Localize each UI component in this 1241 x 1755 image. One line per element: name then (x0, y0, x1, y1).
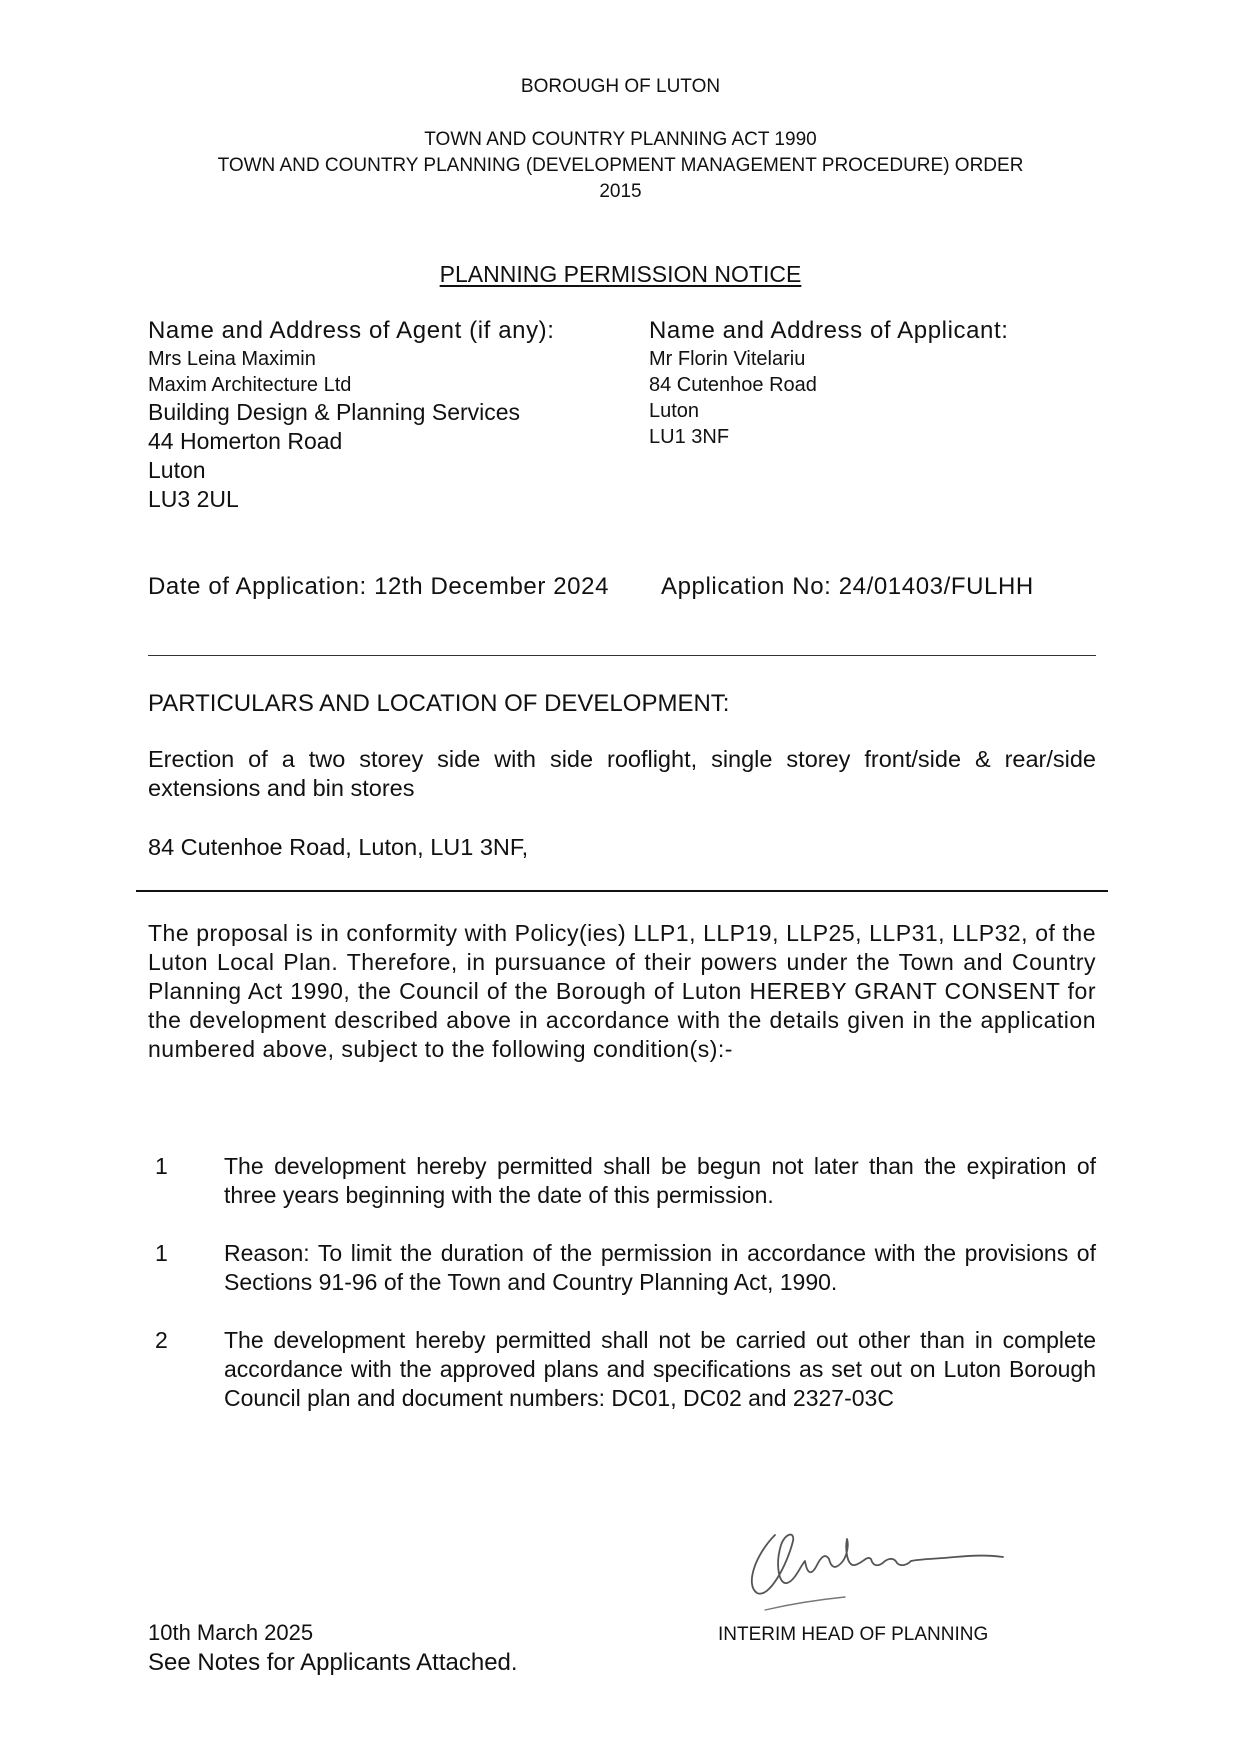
signatory-title: INTERIM HEAD OF PLANNING (718, 1624, 989, 1645)
particulars-location: 84 Cutenhoe Road, Luton, LU1 3NF, (148, 834, 529, 860)
agent-heading: Name and Address of Agent (if any): (148, 317, 555, 344)
agent-line3: Building Design & Planning Services (148, 399, 521, 425)
particulars-description: Erection of a two storey side with side rooflight, single storey front/side & rear/side extensions and bin stores (148, 746, 1096, 801)
agent-block (148, 316, 628, 514)
order-line-2: 2015 (599, 181, 642, 202)
condition-text: Reason: To limit the duration of the permission in accordance with the provisions of Sections 91-96 of the Town and Country Planning Act, 1990. (224, 1240, 1096, 1295)
application-number: Application No: 24/01403/FULHH (661, 573, 1034, 600)
applicant-town: Luton (649, 400, 700, 422)
applicant-block (649, 316, 1129, 450)
council-name: BOROUGH OF LUTON (520, 76, 721, 97)
footer-notes: See Notes for Applicants Attached. (148, 1649, 518, 1676)
signature-icon (735, 1515, 1015, 1625)
divider-1 (148, 655, 1096, 656)
condition-text: The development hereby permitted shall not be carried out other than in complete accordance with the approved plans and specifications as set out on Luton Borough Council plan and document numbers: DC01, DC02 and 2327-03C (224, 1327, 1096, 1411)
applicant-postcode: LU1 3NF (649, 426, 730, 448)
order-line-1: TOWN AND COUNTRY PLANNING (DEVELOPMENT MANAGEMENT PROCEDURE) ORDER (217, 155, 1024, 176)
agent-company: Maxim Architecture Ltd (148, 374, 352, 396)
agent-street: 44 Homerton Road (148, 428, 343, 454)
page-title (0, 259, 1241, 289)
divider-2 (136, 890, 1108, 892)
signature-drawing (735, 1515, 1015, 1625)
agent-name: Mrs Leina Maximin (148, 348, 316, 370)
condition-number: 2 (155, 1327, 168, 1353)
footer-date: 10th March 2025 (148, 1620, 314, 1645)
applicant-street: 84 Cutenhoe Road (649, 374, 817, 396)
condition-text: The development hereby permitted shall be begun not later than the expiration of three years beginning with the date of this permission. (224, 1153, 1096, 1208)
page-title-text: PLANNING PERMISSION NOTICE (439, 261, 802, 287)
particulars-heading: PARTICULARS AND LOCATION OF DEVELOPMENT: (148, 690, 730, 717)
condition-number: 1 (155, 1153, 168, 1179)
consent-paragraph: The proposal is in conformity with Policy(ies) LLP1, LLP19, LLP25, LLP31, LLP32, of the Luton Local Plan. Therefore, in pursuance of their powers under the Town and Country Planning Act 1990, the Council of the Borough of Luton HEREBY GRANT CONSENT for the development described above in accordance with the details given in the application numbered above, subject to the following condition(s):- (148, 920, 1096, 1062)
applicant-name: Mr Florin Vitelariu (649, 348, 806, 370)
act-line: TOWN AND COUNTRY PLANNING ACT 1990 (424, 129, 817, 150)
agent-town: Luton (148, 457, 206, 483)
application-date: Date of Application: 12th December 2024 (148, 573, 610, 600)
agent-postcode: LU3 2UL (148, 486, 239, 512)
condition-number: 1 (155, 1240, 168, 1266)
applicant-heading: Name and Address of Applicant: (649, 317, 1009, 344)
